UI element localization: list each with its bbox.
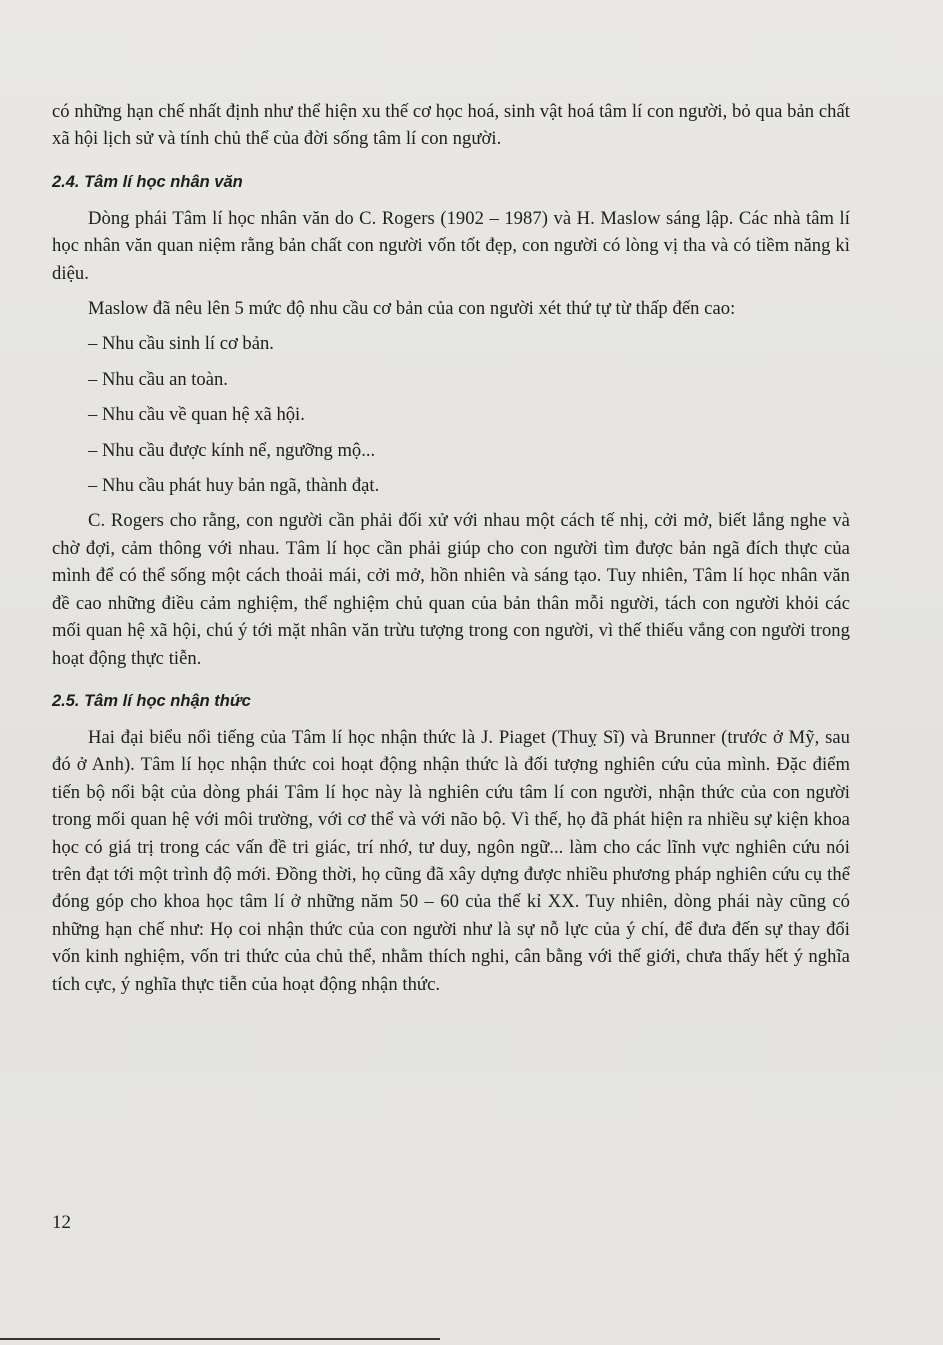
footnote-divider	[0, 1338, 440, 1340]
humanistic-paragraph-2: Maslow đã nêu lên 5 mức độ nhu cầu cơ bản của con người xét thứ tự từ thấp đến cao:	[88, 298, 736, 320]
list-item: – Nhu cầu sinh lí cơ bản.	[88, 333, 274, 355]
intro-paragraph: có những hạn chế nhất định như thể hiện xu thế cơ học hoá, sinh vật hoá tâm lí con người, bỏ qua bản chất xã hội lịch sử và tính chủ thể của đời sống tâm lí con người.	[52, 101, 850, 150]
page-body	[52, 98, 850, 998]
section-heading-2-5: 2.5. Tâm lí học nhận thức	[52, 691, 251, 710]
maslow-needs-list	[52, 330, 850, 499]
section-heading-2-4: 2.4. Tâm lí học nhân văn	[52, 172, 243, 191]
list-item: – Nhu cầu phát huy bản ngã, thành đạt.	[88, 475, 380, 497]
humanistic-paragraph-1: Dòng phái Tâm lí học nhân văn do C. Rogers (1902 – 1987) và H. Maslow sáng lập. Các nhà tâm lí học nhân văn quan niệm rằng bản chất con người vốn tốt đẹp, con người có lòng vị tha và có tiềm năng kì diệu.	[52, 207, 850, 284]
list-item: – Nhu cầu an toàn.	[88, 368, 228, 390]
list-item: – Nhu cầu được kính nể, ngưỡng mộ...	[88, 439, 376, 461]
humanistic-paragraph-3: C. Rogers cho rằng, con người cần phải đối xử với nhau một cách tế nhị, cởi mở, biết lắng nghe và chờ đợi, cảm thông với nhau. Tâm lí học cần phải giúp cho con người tìm được bản ngã đích thực của mình để có thể sống một cách thoải mái, cởi mở, hồn nhiên và sáng tạo. Tuy nhiên, Tâm lí học nhân văn đề cao những điều cảm nghiệm, thể nghiệm chủ quan của bản thân mỗi người, tách con người khỏi các mối quan hệ xã hội, chú ý tới mặt nhân văn trừu tượng trong con người, vì thế thiếu vắng con người trong hoạt động thực tiễn.	[52, 510, 850, 669]
cognitive-paragraph-1: Hai đại biểu nổi tiếng của Tâm lí học nhận thức là J. Piaget (Thuỵ Sĩ) và Brunner (trước ở Mỹ, sau đó ở Anh). Tâm lí học nhận thức coi hoạt động nhận thức là đối tượng nghiên cứu của mình. Đặc điểm tiến bộ nổi bật của dòng phái Tâm lí học này là nghiên cứu tâm lí con người, nhận thức của con người trong mối quan hệ với môi trường, với cơ thể và với não bộ. Vì thế, họ đã phát hiện ra nhiều sự kiện khoa học có giá trị trong các vấn đề tri giác, trí nhớ, tư duy, ngôn ngữ... làm cho các lĩnh vực nghiên cứu nói trên đạt tới một trình độ mới. Đồng thời, họ cũng đã xây dựng được nhiều phương pháp nghiên cứu cụ thể đóng góp cho khoa học tâm lí ở những năm 50 – 60 của thế kỉ XX. Tuy nhiên, dòng phái này cũng có những hạn chế như: Họ coi nhận thức của con người như là sự nỗ lực của ý chí, để đưa đến sự thay đổi vốn kinh nghiệm, vốn tri thức của chủ thể, nhằm thích nghi, cân bằng với thế giới, chưa thấy hết ý nghĩa tích cực, ý nghĩa thực tiễn của hoạt động nhận thức.	[52, 726, 850, 995]
page-number: 12	[52, 1212, 71, 1233]
section-cognitive-psychology	[52, 690, 850, 998]
list-item: – Nhu cầu về quan hệ xã hội.	[88, 404, 305, 426]
section-humanistic-psychology	[52, 171, 850, 672]
